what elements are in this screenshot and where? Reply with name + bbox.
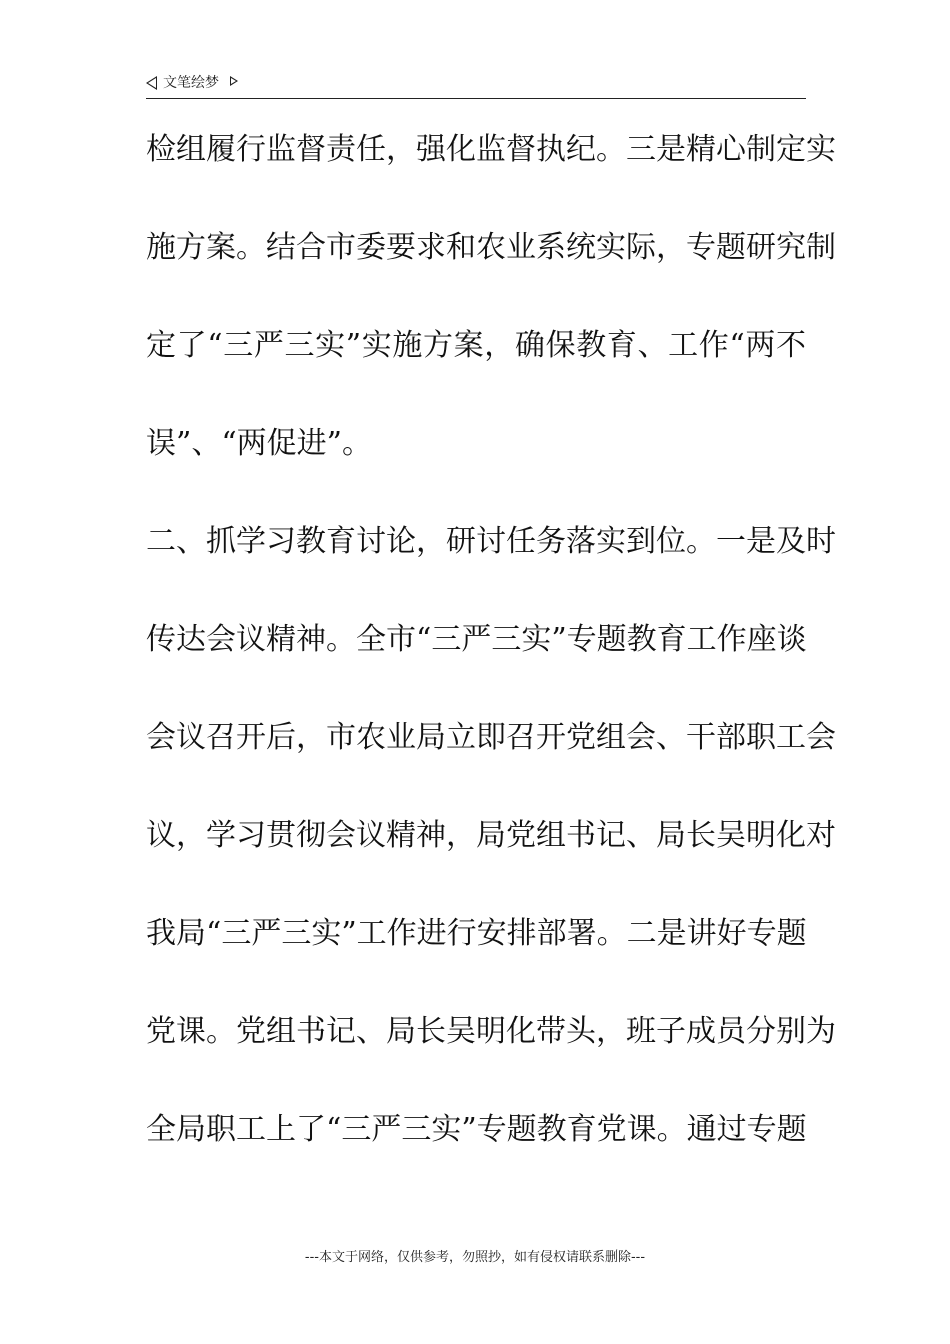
text-line: 定了“三严三实”实施方案，确保教育、工作“两不 — [146, 328, 806, 363]
text-line: 误”、“两促进”。 — [146, 426, 373, 461]
text-line: 党课。党组书记、局长吴明化带头，班子成员分别为 — [146, 1014, 836, 1049]
footer-notice: ---本文于网络，仅供参考，勿照抄，如有侵权请联系删除--- — [304, 1250, 646, 1265]
document-body — [146, 122, 836, 1200]
triangle-left-icon — [146, 76, 157, 90]
header-brand: 文笔绘梦 — [163, 75, 219, 91]
text-line: 检组履行监督责任，强化监督执纪。三是精心制定实 — [146, 132, 836, 167]
text-line: 会议召开后，市农业局立即召开党组会、干部职工会 — [146, 720, 836, 755]
page-header — [146, 72, 806, 99]
text-line: 议，学习贯彻会议精神，局党组书记、局长吴明化对 — [146, 818, 836, 853]
text-line: 我局“三严三实”工作进行安排部署。二是讲好专题 — [146, 916, 807, 951]
text-line: 二、抓学习教育讨论，研讨任务落实到位。一是及时 — [146, 524, 836, 559]
text-line: 传达会议精神。全市“三严三实”专题教育工作座谈 — [146, 622, 807, 657]
text-line: 施方案。结合市委要求和农业系统实际，专题研究制 — [146, 230, 836, 265]
text-line: 全局职工上了“三严三实”专题教育党课。通过专题 — [146, 1112, 807, 1147]
triangle-right-icon — [230, 76, 238, 86]
